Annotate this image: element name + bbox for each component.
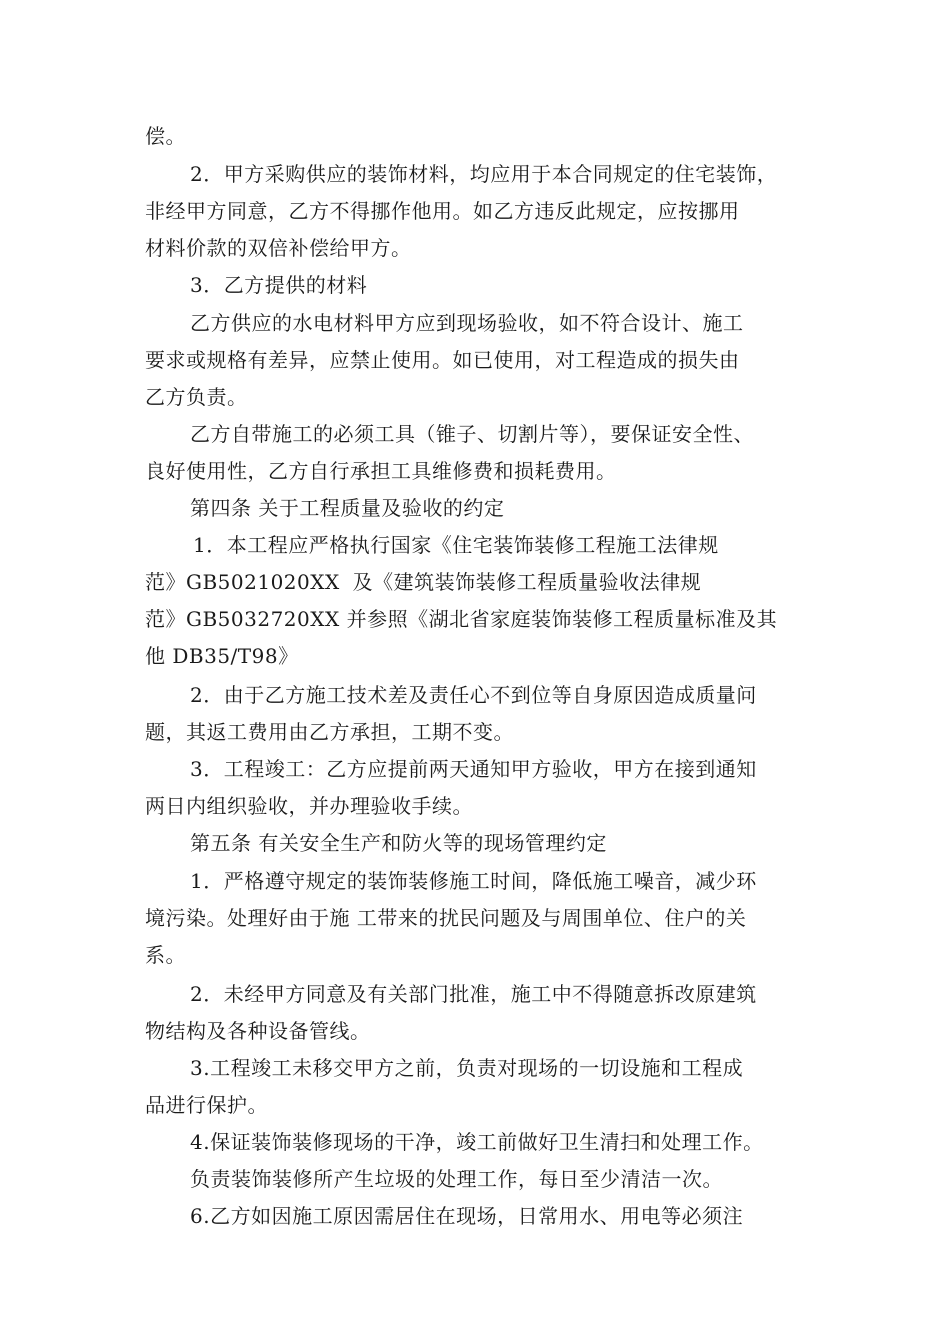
text-line: 非经甲方同意，乙方不得挪作他用。如乙方违反此规定，应按挪用 [145,199,740,223]
text-line: 品进行保护。 [145,1093,268,1117]
text-line: 1．严格遵守规定的装饰装修施工时间，降低施工噪音，减少环 [190,869,757,893]
text-line: 4.保证装饰装修现场的干净，竣工前做好卫生清扫和处理工作。 [190,1130,764,1154]
text-line: 2．由于乙方施工技术差及责任心不到位等自身原因造成质量问 [190,683,757,707]
text-line: 范》GB5032720XX 并参照《湖北省家庭装饰装修工程质量标准及其 [145,607,778,631]
section-heading: 第五条 有关安全生产和防火等的现场管理约定 [190,831,607,855]
text-line: 乙方负责。 [145,385,248,409]
text-line: 要求或规格有差异，应禁止使用。如已使用，对工程造成的损失由 [145,348,740,372]
text-line: 题，其返工费用由乙方承担，工期不变。 [145,720,514,744]
text-line: 乙方供应的水电材料甲方应到现场验收，如不符合设计、施工 [190,311,744,335]
text-line: 2．未经甲方同意及有关部门批准，施工中不得随意拆改原建筑 [190,982,757,1006]
text-line: 范》GB5021020XX 及《建筑装饰装修工程质量验收法律规 [145,570,702,594]
text-line: 负责装饰装修所产生垃圾的处理工作，每日至少清洁一次。 [190,1167,723,1191]
section-heading: 第四条 关于工程质量及验收的约定 [190,496,505,520]
text-line: 材料价款的双倍补偿给甲方。 [145,236,412,260]
text-line: 6.乙方如因施工原因需居住在现场，日常用水、用电等必须注 [190,1204,744,1228]
text-line: 乙方自带施工的必须工具（锥子、切割片等），要保证安全性、 [190,422,754,446]
text-line: 3．乙方提供的材料 [190,273,368,297]
text-line: 偿。 [145,124,186,148]
text-line: 3．工程竣工：乙方应提前两天通知甲方验收，甲方在接到通知 [190,757,757,781]
text-line: 境污染。处理好由于施 工带来的扰民问题及与周围单位、住户的关 [145,906,747,930]
text-line: 他 DB35/T98》 [145,644,299,668]
text-line: 物结构及各种设备管线。 [145,1019,371,1043]
text-line: 系。 [145,943,186,967]
text-line: 两日内组织验收，并办理验收手续。 [145,794,473,818]
text-line: 2．甲方采购供应的装饰材料，均应用于本合同规定的住宅装饰， [190,162,778,186]
text-line: 3.工程竣工未移交甲方之前，负责对现场的一切设施和工程成 [190,1056,744,1080]
text-line: 1．本工程应严格执行国家《住宅装饰装修工程施工法律规 [193,533,719,557]
text-line: 良好使用性，乙方自行承担工具维修费和损耗费用。 [145,459,617,483]
